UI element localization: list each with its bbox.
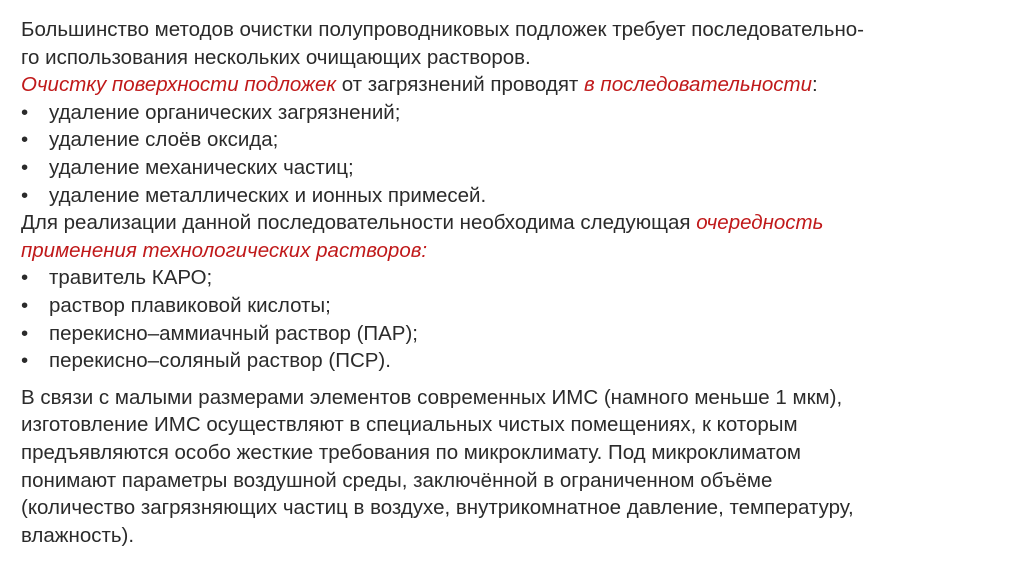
list-item bbox=[21, 182, 1006, 210]
bullet-icon: • bbox=[21, 293, 29, 317]
bullet-icon: • bbox=[21, 100, 29, 124]
list-item bbox=[21, 292, 1006, 320]
list-item bbox=[21, 347, 1006, 375]
bullet-icon: • bbox=[21, 266, 29, 290]
list-item bbox=[21, 264, 1006, 292]
list-item-text: удаление металлических и ионных примесей. bbox=[49, 183, 487, 207]
cleaning-accent-end: в последовательности bbox=[584, 73, 813, 97]
cleaning-steps-list bbox=[21, 99, 1006, 209]
bullet-icon: • bbox=[21, 321, 29, 345]
list-item bbox=[21, 320, 1006, 348]
solutions-order-heading bbox=[21, 209, 1006, 264]
list-item bbox=[21, 126, 1006, 154]
paragraph-line: предъявляются особо жесткие требования по микроклимату. Под микроклиматом bbox=[21, 440, 801, 464]
paragraph-line: В связи с малыми размерами элементов современных ИМС (намного меньше 1 мкм), bbox=[21, 385, 843, 409]
slide-content bbox=[21, 16, 1006, 549]
list-item-text: удаление органических загрязнений; bbox=[49, 100, 401, 124]
list-item-text: травитель КАРО; bbox=[49, 266, 213, 290]
paragraph-line: (количество загрязняющих частиц в воздухе, внутрикомнатное давление, температуру, bbox=[21, 496, 854, 520]
cleaning-middle-text: от загрязнений проводят bbox=[336, 73, 585, 97]
intro-line-1: Большинство методов очистки полупроводниковых подложек требует последовательно- bbox=[21, 18, 864, 41]
bullet-icon: • bbox=[21, 349, 29, 373]
order-plain-text: Для реализации данной последовательности необходима следующая bbox=[21, 211, 697, 235]
intro-paragraph bbox=[21, 16, 1006, 71]
list-item-text: удаление слоёв оксида; bbox=[49, 128, 279, 152]
cleaning-colon: : bbox=[812, 73, 818, 97]
paragraph-line: изготовление ИМС осуществляют в специальных чистых помещениях, к которым bbox=[21, 413, 798, 437]
intro-line-2: го использования нескольких очищающих растворов. bbox=[21, 45, 531, 69]
bullet-icon: • bbox=[21, 128, 29, 152]
list-item bbox=[21, 99, 1006, 127]
list-item bbox=[21, 154, 1006, 182]
solutions-list bbox=[21, 264, 1006, 374]
paragraph-line: понимают параметры воздушной среды, заключённой в ограниченном объёме bbox=[21, 468, 773, 492]
list-item-text: перекисно–аммиачный раствор (ПАР); bbox=[49, 321, 418, 345]
cleaning-sequence-heading bbox=[21, 71, 1006, 99]
paragraph-line: влажность). bbox=[21, 523, 135, 547]
bullet-icon: • bbox=[21, 183, 29, 207]
order-accent-line-1: очередность bbox=[696, 211, 824, 235]
order-accent-line-2: применения технологических растворов: bbox=[21, 238, 428, 262]
cleaning-accent-start: Очистку поверхности подложек bbox=[21, 73, 337, 97]
list-item-text: перекисно–соляный раствор (ПСР). bbox=[49, 349, 391, 373]
list-item-text: раствор плавиковой кислоты; bbox=[49, 293, 331, 317]
list-item-text: удаление механических частиц; bbox=[49, 155, 354, 179]
bullet-icon: • bbox=[21, 155, 29, 179]
microclimate-paragraph bbox=[21, 384, 1006, 550]
